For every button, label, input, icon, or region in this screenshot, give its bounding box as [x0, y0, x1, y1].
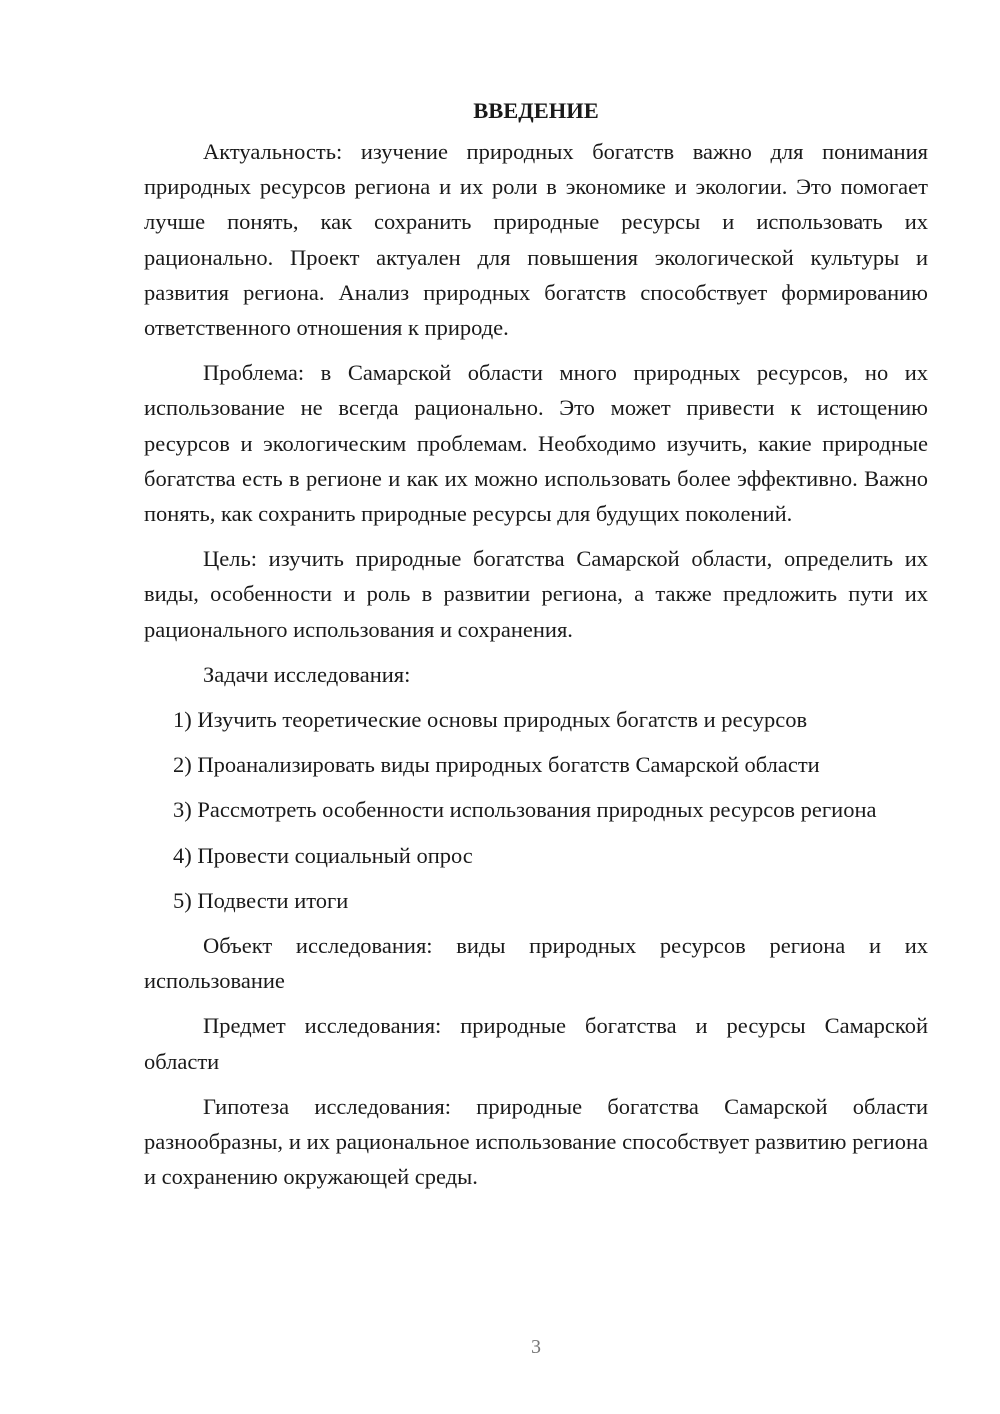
tasks-heading: Задачи исследования: — [203, 661, 411, 687]
page-number: 3 — [531, 1336, 541, 1358]
task-item: 5) Подвести итоги — [173, 887, 349, 913]
problem-paragraph: Проблема: в Самарской области много природных ресурсов, но их использование не всегда рационально. Это может привести к истощению ресурсов и экологическим проблемам. Необходимо изучить, какие природные богатства есть в регионе и как их можно использовать более эффективно. Важно понять, как сохранить природные ресурсы для будущих поколений. — [144, 360, 928, 527]
task-item: 3) Рассмотреть особенности использования природных ресурсов региона — [173, 797, 877, 823]
goal-paragraph: Цель: изучить природные богатства Самарской области, определить их виды, особенности и роль в развитии региона, а также предложить пути их рационального использования и сохранения. — [144, 546, 928, 642]
page-content — [144, 96, 928, 1204]
subject-paragraph: Предмет исследования: природные богатства и ресурсы Самарской области — [144, 1013, 928, 1074]
task-item: 4) Провести социальный опрос — [173, 842, 473, 868]
task-item: 1) Изучить теоретические основы природных богатств и ресурсов — [173, 707, 808, 733]
relevance-paragraph: Актуальность: изучение природных богатств важно для понимания природных ресурсов региона и их роли в экономике и экологии. Это помогает лучше понять, как сохранить природные ресурсы и использовать их рационально. Проект актуален для повышения экологической культуры и развития региона. Анализ природных богатств способствует формированию ответственного отношения к природе. — [144, 139, 928, 341]
object-paragraph: Объект исследования: виды природных ресурсов региона и их использование — [144, 933, 928, 994]
task-item: 2) Проанализировать виды природных богатств Самарской области — [173, 752, 820, 778]
page-title: ВВЕДЕНИЕ — [473, 98, 599, 123]
hypothesis-paragraph: Гипотеза исследования: природные богатства Самарской области разнообразны, и их рациональное использование способствует развитию региона и сохранению окружающей среды. — [144, 1093, 928, 1190]
